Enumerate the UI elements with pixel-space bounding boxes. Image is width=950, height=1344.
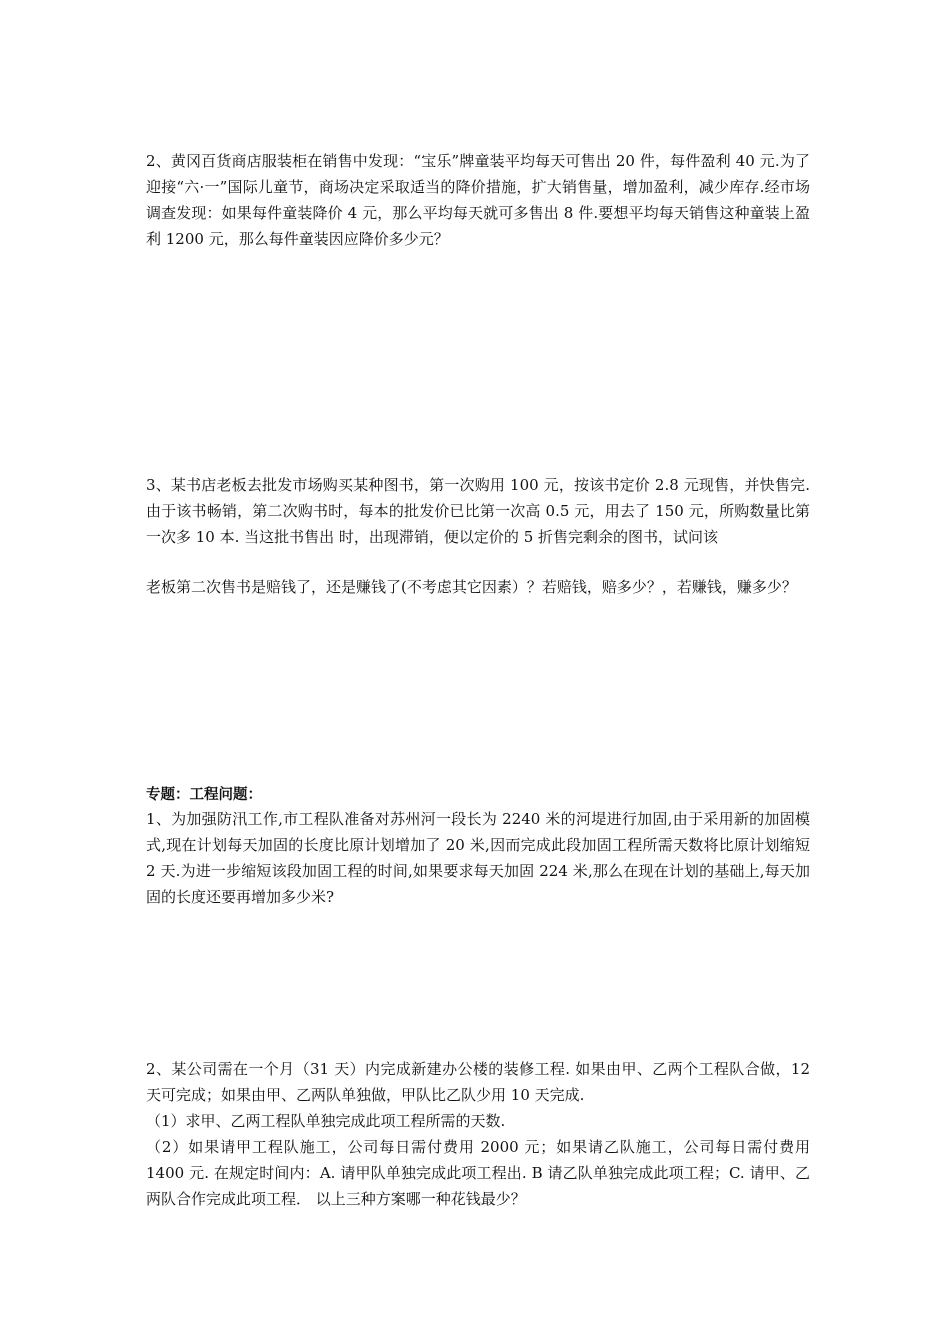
engineering-problem-1 [146, 806, 810, 910]
engineering-problem-2-intro: 2、某公司需在一个月（31 天）内完成新建办公楼的装修工程. 如果由甲、乙两个工程队合做，12 天可完成；如果由甲、乙两队单独做，甲队比乙队少用 10 天完成. [146, 1060, 810, 1104]
engineering-problem-1-text: 1、为加强防汛工作,市工程队准备对苏州河一段长为 2240 米的河堤进行加固,由于采用新的加固模式,现在计划每天加固的长度比原计划增加了 20 米,因而完成此段加固工程所需天数将比原计划缩短 2 天.为进一步缩短该段加固工程的时间,如果要求每天加固 224 米,那么在现在计划的基础上,每天加固的长度还要再增加多少米? [146, 810, 810, 906]
problem-2-text: 2、黄冈百货商店服装柜在销售中发现：“宝乐”牌童装平均每天可售出 20 件，每件盈利 40 元.为了迎接“六·一”国际儿童节，商场决定采取适当的降价措施，扩大销售量，增加盈利，减少库存.经市场调查发现：如果每件童装降价 4 元，那么平均每天就可多售出 8 件.要想平均每天销售这种童装上盈利 1200 元，那么每件童装因应降价多少元？ [146, 152, 810, 248]
problem-3-text-part1: 3、某书店老板去批发市场购买某种图书，第一次购用 100 元，按该书定价 2.8 元现售，并快售完. 由于该书畅销，第二次购书时，每本的批发价已比第一次高 0.5 元，用去了 150 元，所购数量比第一次多 10 本. 当这批书售出 时，出现滞销，便以定价的 5 折售完剩余的图书，试问该 [146, 476, 810, 546]
engineering-problem-2 [146, 1056, 810, 1212]
problem-3-text-part2: 老板第二次售书是赔钱了，还是赚钱了(不考虑其它因素）？若赔钱，赔多少？，若赚钱，赚多少？ [146, 578, 797, 596]
engineering-problem-2-question-1: （1）求甲、乙两工程队单独完成此项工程所需的天数. [146, 1112, 506, 1130]
problem-3-books-part2 [146, 574, 810, 600]
problem-3-books-part1 [146, 472, 810, 550]
engineering-problem-2-question-2: （2）如果请甲工程队施工，公司每日需付费用 2000 元；如果请乙队施工，公司每日需付费用 1400 元. 在规定时间内：A. 请甲队单独完成此项工程出. B 请乙队单独完成此项工程；C. 请甲、乙两队合作完成此项工程． 以上三种方案哪一种花钱最少？ [146, 1138, 810, 1208]
section-heading-engineering [146, 785, 810, 805]
section-heading-text: 专题：工程问题： [146, 787, 262, 803]
problem-2-sales [146, 148, 810, 252]
